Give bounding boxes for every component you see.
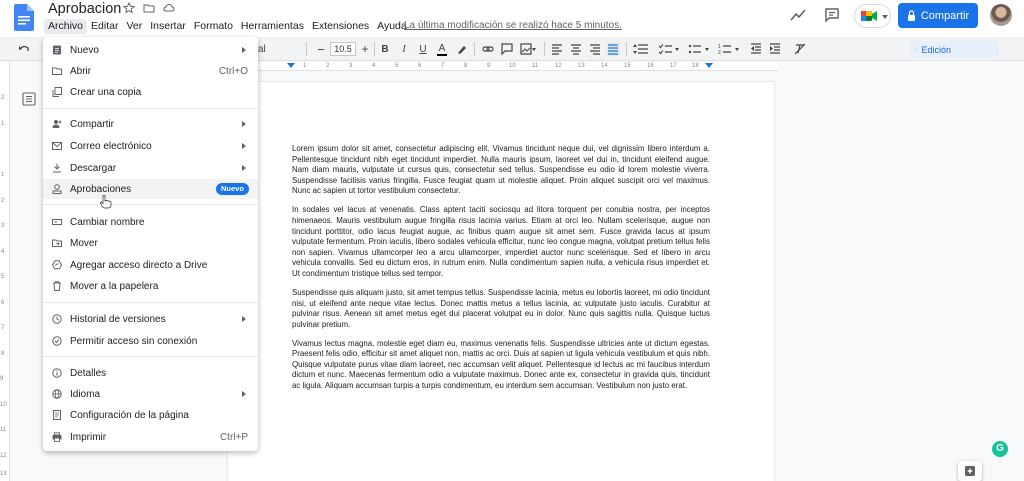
explore-button[interactable] <box>958 461 982 481</box>
clear-formatting-icon[interactable] <box>794 42 806 56</box>
menu-bar <box>44 19 411 34</box>
menu-item-compartir[interactable]: Compartir <box>43 114 258 134</box>
submenu-arrow-icon <box>242 165 246 171</box>
submenu-arrow-icon <box>242 143 246 149</box>
font-size-input[interactable]: 10.5 <box>330 42 356 56</box>
submenu-arrow-icon <box>242 121 246 127</box>
ruler-mark: 8 <box>464 63 468 69</box>
align-right-icon[interactable] <box>589 42 601 56</box>
history-icon <box>52 314 62 324</box>
menu-item-historial[interactable]: Historial de versiones <box>43 309 258 329</box>
paragraph[interactable]: Suspendisse quis aliquam justo, sit amet tempus tellus. Suspendisse lacinia, metus eu lobortis laoreet, mi odio tincidunt nisi, ut eleifend ante neque vitae lectus. Donec mattis metus a tellus lacinia, ac vulputate justo iaculis. Curabitur at pulvinar risus. Aenean sit amet metus eget dui placerat volutpat eu in dolor. Nunc quis sagittis nulla. Quisque luctus pulvinar pretium. <box>292 287 710 329</box>
ruler-mark: 15 <box>624 63 631 69</box>
menu-item-cambiar-nombre[interactable]: Cambiar nombre <box>43 212 258 232</box>
new-doc-icon <box>52 45 62 55</box>
editing-mode-label: Edición <box>921 44 952 55</box>
header-bar <box>0 0 1024 37</box>
align-center-icon[interactable] <box>570 42 582 56</box>
horizontal-ruler <box>258 62 778 71</box>
menu-item-imprimir[interactable]: Imprimir Ctrl+P <box>43 427 258 447</box>
left-ruler-mark: 2 <box>1 95 5 101</box>
left-ruler-mark: 3 <box>1 223 5 229</box>
chevron-down-icon <box>882 15 888 19</box>
menu-insertar[interactable]: Insertar <box>150 20 186 32</box>
ruler-mark: 2 <box>326 63 330 69</box>
menu-editar[interactable]: Editar <box>91 20 119 32</box>
activity-trend-icon[interactable] <box>790 8 806 22</box>
bulleted-list-icon[interactable] <box>688 42 710 56</box>
title-actions <box>123 2 175 14</box>
menu-ver[interactable]: Ver <box>126 20 143 32</box>
svg-text:1: 1 <box>718 44 721 50</box>
explore-icon <box>964 465 976 477</box>
share-person-icon <box>52 119 62 129</box>
share-button[interactable] <box>898 3 978 28</box>
move-folder-icon <box>52 238 62 248</box>
download-icon <box>52 163 62 173</box>
meet-button[interactable] <box>854 4 891 28</box>
menu-ayuda[interactable]: Ayuda <box>377 20 407 32</box>
hand-cursor-icon <box>100 195 112 209</box>
undo-icon[interactable] <box>18 42 30 56</box>
move-folder-icon[interactable] <box>143 2 155 14</box>
align-left-icon[interactable] <box>551 42 563 56</box>
lock-icon <box>907 10 916 21</box>
menu-item-idioma[interactable]: Idioma <box>43 384 258 404</box>
shortcut-label: Ctrl+O <box>218 66 248 77</box>
menu-extensiones[interactable]: Extensiones <box>311 20 370 32</box>
ruler-mark: 5 <box>395 63 399 69</box>
bold-button[interactable]: B <box>381 43 389 55</box>
left-ruler-mark: 6 <box>1 300 5 306</box>
ruler-mark: 14 <box>601 63 608 69</box>
ruler-mark: 17 <box>670 63 677 69</box>
menu-item-nuevo[interactable]: Nuevo <box>43 40 258 60</box>
menu-item-crear-copia[interactable]: Crear una copia <box>43 82 258 102</box>
print-icon <box>52 432 62 442</box>
highlight-pen-icon[interactable] <box>456 42 468 56</box>
drive-shortcut-icon <box>52 260 62 270</box>
ruler-mark: 4 <box>372 63 376 69</box>
menu-item-sin-conexion[interactable]: Permitir acceso sin conexión <box>43 331 258 351</box>
new-badge: Nuevo <box>216 183 249 195</box>
numbered-list-icon[interactable] <box>718 42 740 56</box>
menu-item-detalles[interactable]: Detalles <box>43 363 258 383</box>
copy-icon <box>52 87 62 97</box>
submenu-arrow-icon <box>242 391 246 397</box>
share-label: Compartir <box>920 9 970 22</box>
underline-button[interactable]: U <box>419 43 427 55</box>
info-icon <box>52 368 62 378</box>
submenu-arrow-icon <box>242 316 246 322</box>
left-ruler-mark: 1 <box>1 172 5 178</box>
left-ruler-mark: 10 <box>0 402 7 408</box>
left-ruler-mark: 12 <box>0 453 7 459</box>
menu-item-config-pagina[interactable]: Configuración de la página <box>43 405 258 425</box>
page-setup-icon <box>52 410 62 420</box>
left-ruler-mark: 5 <box>1 274 5 280</box>
decrease-indent-icon[interactable] <box>750 42 762 56</box>
document-outline-icon[interactable] <box>22 92 36 106</box>
meet-video-icon <box>860 9 880 23</box>
menu-item-mover[interactable]: Mover <box>43 233 258 253</box>
left-ruler-mark: 2 <box>1 198 5 204</box>
cloud-status-icon[interactable] <box>163 2 175 14</box>
menu-herramientas[interactable]: Herramientas <box>240 20 304 32</box>
ruler-mark: 6 <box>418 63 422 69</box>
decrease-font-size-button[interactable]: − <box>317 41 325 57</box>
menu-item-abrir[interactable]: Abrir Ctrl+O <box>43 61 258 81</box>
globe-icon <box>52 389 62 399</box>
left-ruler-mark: 1 <box>1 121 5 127</box>
submenu-arrow-icon <box>242 47 246 53</box>
left-ruler-mark: 8 <box>1 351 5 357</box>
file-menu <box>43 37 258 451</box>
ruler-mark: 1 <box>303 63 307 69</box>
rename-icon <box>52 217 62 227</box>
ruler-mark: 12 <box>555 63 562 69</box>
scrollbar[interactable] <box>1016 61 1024 481</box>
paragraph[interactable]: Vivamus lectus magna, molestie eget diam eu, maximus venenatis felis. Suspendisse ultricies ante ut dictum egestas. Praesent felis odio, efficitur sit amet aliquet non, mattis ac orci. Duis at sapien ut ligula vehicula vestibulum et quis nibh. Quisque vulputate purus vitae diam laoreet, nec accumsan velit aliquet. Pellentesque id lectus ac mi faucibus interdum dictum et nunc. Maecenas fermentum odio a vulputate maximus. Donec ante ex, consectetur in gravida quis, tincidunt ac ligula. Aliquam accumsan turpis a turpis condimentum, eu interdum sem accumsan. Vestibulum non justo erat. <box>292 338 710 391</box>
line-spacing-icon[interactable] <box>633 42 649 56</box>
paragraph[interactable]: In sodales vel lacus at venenatis. Class aptent taciti sociosqu ad litora torquent per conubia nostra, per inceptos himenaeos. Mauris vestibulum augue fringilla risus lacinia varius. Etiam at orci leo. Nullam scelerisque, augue non tincidunt porttitor, odio lacus feugiat augue, ac finibus quam augue sit amet sem. Fusce gravida lacus at ipsum vulputate fermentum. Proin iaculis, libero sodales vehicula efficitur, nunc leo congue magna, volutpat pretium tellus felis non sapien. Vivamus ullamcorper leo a arcu ullamcorper, imperdiet auctor nunc scelerisque. Sed et libero in arcu vehicula convallis. Sed eu dictum eros, in rutrum enim. Nulla condimentum sapien nulla, a vehicula risus imperdiet et. Ut condimentum tristique tellus sed tempor. <box>292 205 710 278</box>
star-icon[interactable] <box>123 2 135 14</box>
ruler-mark: 7 <box>441 63 445 69</box>
grammarly-icon[interactable]: G <box>992 441 1008 457</box>
shortcut-label: Ctrl+P <box>219 432 248 443</box>
text-color-button[interactable]: A <box>437 42 447 56</box>
google-docs-logo-icon[interactable] <box>14 4 34 31</box>
checklist-icon[interactable] <box>658 42 680 56</box>
italic-button[interactable]: I <box>402 43 406 55</box>
font-family-dropdown[interactable]: al <box>258 43 266 55</box>
insert-image-icon[interactable] <box>520 42 536 56</box>
menu-formato[interactable]: Formato <box>193 20 233 32</box>
ruler-mark: 16 <box>647 63 654 69</box>
left-ruler-mark: 11 <box>0 427 7 433</box>
trash-icon <box>52 281 62 291</box>
menu-item-aprobaciones[interactable]: Aprobaciones Nuevo <box>43 179 258 199</box>
menu-item-correo[interactable]: Correo electrónico <box>43 136 258 156</box>
ruler-mark: 18 <box>692 63 699 69</box>
chevron-down-icon <box>997 48 998 52</box>
mail-icon <box>52 141 62 151</box>
increase-font-size-button[interactable]: + <box>361 42 369 56</box>
paragraph[interactable]: Lorem ipsum dolor sit amet, consectetur adipiscing elit. Vivamus tincidunt neque dui, vel dignissim libero interdum a. Pellentesque tincidunt nibh eget tincidunt imperdiet. Nulla mauris ipsum, laoreet vel dui in, tincidunt eleifend augue. Nam diam mauris, vulputate ut cursus quis, consectetur sed tellus. Suspendisse eu odio id lorem molestie viverra. Suspendisse facilisis varius fringilla. Fusce feugiat quam ut molestie aliquet. Proin aliquet suscipit orci vel maximus. Nunc ac sapien ut tortor vestibulum consectetur. <box>292 144 710 196</box>
vertical-ruler <box>0 61 10 481</box>
left-ruler-mark: 4 <box>1 249 5 255</box>
comment-history-icon[interactable] <box>824 7 840 23</box>
left-indent-marker[interactable] <box>287 63 295 68</box>
add-comment-icon[interactable] <box>501 42 513 56</box>
svg-text:2: 2 <box>718 50 721 56</box>
avatar[interactable] <box>990 4 1012 26</box>
ruler-mark: 3 <box>349 63 353 69</box>
document-body[interactable] <box>292 144 710 400</box>
menu-item-acceso-directo[interactable]: Agregar acceso directo a Drive <box>43 255 258 275</box>
right-indent-marker[interactable] <box>705 63 713 68</box>
left-ruler-mark: 7 <box>1 325 5 331</box>
left-ruler-mark: 9 <box>0 376 4 382</box>
ruler-mark: 11 <box>532 63 539 69</box>
menu-archivo[interactable]: Archivo <box>44 19 87 34</box>
left-ruler-mark: 13 <box>0 471 7 477</box>
link-icon[interactable] <box>482 42 494 56</box>
pencil-icon <box>916 45 917 54</box>
approval-icon <box>52 184 62 194</box>
menu-item-descargar[interactable]: Descargar <box>43 158 258 178</box>
menu-item-papelera[interactable]: Mover a la papelera <box>43 276 258 296</box>
ruler-mark: 9 <box>487 63 491 69</box>
editing-mode-dropdown[interactable] <box>910 41 998 58</box>
document-page[interactable] <box>228 82 774 481</box>
folder-icon <box>52 66 62 76</box>
ruler-mark: 13 <box>578 63 585 69</box>
last-modified-link[interactable]: La última modificación se realizó hace 5 minutos. <box>404 20 622 31</box>
offline-icon <box>52 336 62 346</box>
ruler-mark: 10 <box>509 63 516 69</box>
increase-indent-icon[interactable] <box>769 42 781 56</box>
document-title[interactable]: Aprobacion <box>48 1 122 17</box>
align-justify-icon[interactable] <box>606 42 620 56</box>
